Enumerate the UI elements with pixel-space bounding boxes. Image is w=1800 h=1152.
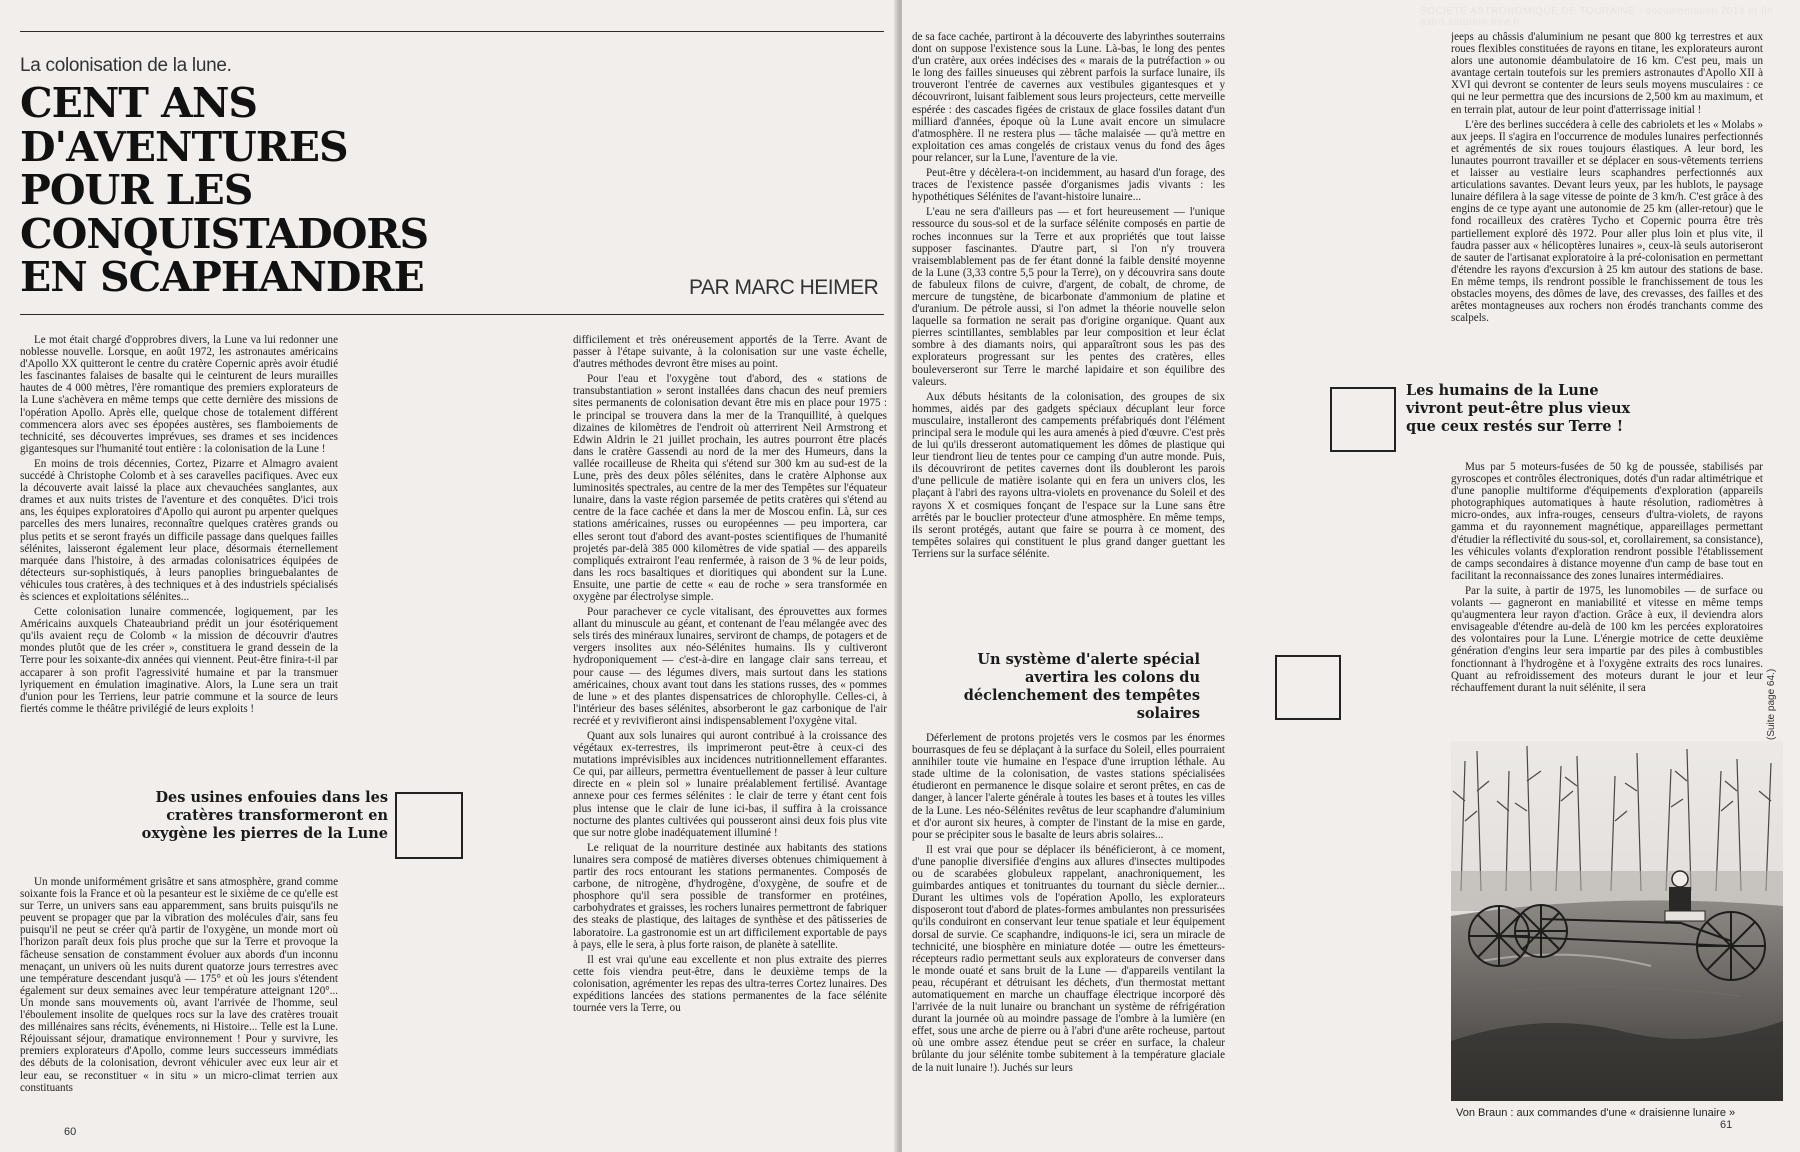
paragraph: Il est vrai que pour se déplacer ils bénéficieront, à ce moment, d'une panoplie diversifiée d'engins aux allures d'insectes multipodes ou de scarabées globuleux rappelant, anachroniquement, les guimbardes antiques et tonitruantes du tournant du siècle dernier... Durant les ultimes vols de l'opération Apollo, les explorateurs disposeront tout d'abord de plates-formes ambulantes non pressurisées qu'ils conduiront en conservant leur tenue spatiale et leur équipement dorsal de survie. Ce scaphandre, indiquons-le ici, sera un miracle de technicité, une biosphère en miniature dotée — outre les émetteurs-récepteurs radio permettant seuls aux explorateurs de converser dans le monde ouaté et sans bruit de la Lune — d'appareils ventilant la peau, récupérant et détruisant les déchets, d'un thermostat mettant automatiquement en marche un chauffage électrique incorporé dès l'arrivée de la nuit lunaire ou branchant un système de réfrigération durant la journée où au moindre passage de l'ombre à la lumière (en effet, sous une arche de pierre ou à l'abri d'une arête rocheuse, partout où une ombre assez étendue peut se créer en surface, la chaleur brûlante du jour sélénite tombe subitement à la température glaciale de la nuit lunaire !). Juchés sur leurs	[912, 843, 1225, 1074]
subhead-longevity: Les humains de la Lune vivront peut-être plus vieux que ceux restés sur Terre !	[1406, 382, 1631, 435]
paragraph: L'ère des berlines succédera à celle des cabriolets et les « Molabs » aux jeeps. Il s'agira en l'occurrence de modules lunaires perfectionnés et agrémentés de six roues toujours élastiques. A leur bord, les lunautes pourront travailler et se déplacer en sous-vêtements terriens et laisser au vestiaire leurs scaphandres perfectionnés aux articulations savantes. Devant leurs yeux, par les hublots, le paysage lunaire défilera à la sage vitesse de pointe de 3 km/h. C'est grâce à des engins de ce type ayant une autonomie de 25 km (aller-retour) que le fond rocailleux des cratères Tycho et Copernic pourra être très partiellement exploré dès 1972. Pour aller plus loin et plus vite, il faudra passer aux « hélicoptères lunaires », ceux-là seuls autoriseront de sauter de l'artisanat exploratoire à la pré-colonisation en permettant d'étendre les rayons d'excursion à 25 km autour des stations de base. En même temps, ils rendront possible le franchissement de tous les obstacles moyens, des dômes de lave, des crevasses, des failles et des arêtes montagneuses aux rochers non érodés tranchants comme des scalpels.	[1451, 118, 1763, 325]
paragraph: Un monde uniformément grisâtre et sans atmosphère, grand comme soixante fois la France et où la pesanteur est le sixième de ce qu'elle est sur Terre, un univers sans eau apparemment, sans bruits puisqu'ils ne peuvent se propager que par la vibration des molécules d'air, sans feu puisqu'il ne peut se créer qu'à partir de l'oxygène, un monde mort où l'horizon paraît deux fois plus proche que sur la Terre et provoque la fâcheuse sensation de constamment évoluer aux abords d'un inconnu menaçant, un univers où les nuits durent quatorze jours terrestres avec une température descendant jusqu'à — 175° et où les jours s'étendent également sur deux semaines avec leur température atteignant 120°... Un monde sans mouvements où, avant l'arrivée de l'homme, seul l'éboulement insolite de quelques rocs sur la lave des cratères trouait des millénaires sans récits, événements, ni Histoire... Telle est la Lune. Réjouissant séjour, dramatique environnement ! Pour y survivre, les premiers explorateurs d'Apollo, comme leurs successeurs immédiats des débuts de la colonisation, devront véhiculer avec eux leur air et leur eau, se reconstituer « in situ » un micro-climat terrien aux constituants	[20, 876, 338, 1094]
paragraph: En moins de trois décennies, Cortez, Pizarre et Almagro avaient succédé à Christophe Colomb et à ses caravelles pacifiques. Avec eux la découverte avait laissé la place aux chevauchées sanglantes, aux drames et aux nuits tristes de l'aventure et des conquêtes. D'ici trois ans, les équipes exploratoires d'Apollo qui auront pu arpenter quelques parcelles des mers lunaires, reconnaître quelques cratères grands ou plus petits et se seront frayés un difficile passage dans quelques failles sélénites, laisseront également leur place, désormais éternellement marquée dans l'histoire, à des armadas colonisatrices équipées de détecteurs sur-sophistiqués, à leurs panoplies bringuebalantes de véhicules tous cratères, à des techniques et à des industriels spécialisés ès sciences et exploitations sélénites...	[20, 457, 338, 603]
paragraph: de sa face cachée, partiront à la découverte des labyrinthes souterrains dont on suppose l'existence sous la Lune. Là-bas, le long des pentes d'un cratère, aux orées indécises des « marais de la putréfaction » ou le long des failles sinueuses qui zèbrent parfois la surface lunaire, ils trouveront l'entrée de cavernes aux vestibules gigantesques et y découvriront, luisant faiblement sous leurs projecteurs, cette merveille espérée : des cascades figées de cristaux de glace fossiles datant d'un milliard d'années, époque où la Lune avait encore un simulacre d'atmosphère. Il ne restera plus — tâche malaisée — qu'à mettre en exploitation ces amas congelés de cristaux venus du fond des âges pour relancer, sur la Lune, l'aventure de la vie.	[912, 31, 1225, 164]
paragraph: Aux débuts hésitants de la colonisation, des groupes de six hommes, aidés par des gadgets spéciaux décuplant leur force musculaire, installeront des campements préfabriqués dont l'élément principal sera le module qui les aura amenés à pied d'œuvre. C'est près de lui qu'ils dresseront automatiquement les dômes de plastique qui leur tiendront lieu de tentes pour ce camping d'un autre monde. Puis, ils découvriront de petites cavernes dont ils doubleront les parois d'une pellicule de matière isolante qui en fera un univers clos, les plaçant à l'abri des rayons ultra-violets en provenance du Soleil et des rayons X et cosmiques fonçant de l'espace sur la Lune sans être arrêtés par le bouclier protecteur d'une atmosphère. En même temps, ils seront protégés, autant que faire se pourra à ce moment, des tempêtes solaires qui constituent le plus grand danger guettant les Terriens sur la surface sélénite.	[912, 390, 1225, 560]
subhead-box	[1275, 655, 1341, 720]
paragraph: Mus par 5 moteurs-fusées de 50 kg de poussée, stabilisés par gyroscopes et contrôles électroniques, dotés d'un radar altimétrique et d'une panoplie multiforme d'équipements d'exploration (appareils photographiques automatiques à haute résolution, radiomètres à micro-ondes, aux infra-rouges, censeurs d'ultra-violets, de rayons gamma et du rayonnement magnétique, appareillages permettant d'étudier la réflectivité du sous-sol, et, corollairement, sa consistance), les véhicules volants d'exploration rendront possible l'établissement de camps secondaires à distance moyenne d'un camp de base tout en facilitant la reconnaissance des zones lunaires intermédiaires.	[1451, 461, 1763, 582]
text-column-2	[573, 334, 887, 1124]
top-rule	[20, 31, 884, 32]
paragraph: difficilement et très onéreusement apportés de la Terre. Avant de passer à l'étape suivante, à la colonisation sur une vaste échelle, d'autres méthodes devront être mises au point.	[573, 334, 887, 371]
paragraph: Déferlement de protons projetés vers le cosmos par les énormes bourrasques de feu se déplaçant à la surface du Soleil, elles pourraient annihiler toute vie humaine en l'espace d'une irruption léthale. Au stade ultime de la colonisation, de vastes stations spécialisées étudieront en permanence le disque solaire et seront prêtes, en cas de danger, à lancer l'alerte générale à toutes les bases et à toutes les villes de la Lune. Les néo-Sélénites revêtus de leur scaphandre d'aluminium et d'or auront six heures, à compter de l'instant de la mise en garde, pour se précipiter sous le basalte de leurs abris solaires...	[912, 732, 1225, 841]
paragraph: jeeps au châssis d'aluminium ne pesant que 800 kg terrestres et aux roues flexibles constituées de rayons en titane, les explorateurs auront alors une autonomie déambulatoire de 16 km. C'est peu, mais un avantage certain toutefois sur les premiers astronautes d'Apollo XII à XVI qui devront se contenter de leurs seuls moyens musculaires : ce qui ne leur permettra que des incursions de 2,500 km au maximum, et en terrain plat, autour de leur point d'atterrissage initial !	[1451, 31, 1763, 116]
text-column-3	[912, 31, 1225, 646]
page-number-left: 60	[64, 1126, 77, 1138]
photo-illustration	[1451, 741, 1783, 1101]
subhead-box	[1330, 387, 1396, 452]
paragraph: Le mot était chargé d'opprobres divers, la Lune va lui redonner une noblesse nouvelle. Lorsque, en août 1972, les astronautes américains d'Apollo XX quitteront le centre du cratère Copernic après avoir étudié les fascinantes falaises de basalte qui le ceinturent de leurs murailles hautes de 4 000 mètres, l'ère romantique des premiers explorateurs de la Lune s'achèvera en même temps que cette dernière des missions de l'opération Apollo. Après elle, quelque chose de totalement différent commencera alors avec ses épopées austères, ses flamboiements de technicité, ses découvertes imprévues, ses drames et ses incidences gigantesques sur l'humanité tout entière : la colonisation de la Lune !	[20, 334, 338, 455]
title-rule	[20, 314, 884, 315]
text-column-4b	[1451, 461, 1763, 721]
paragraph: Peut-être y décèlera-t-on incidemment, au hasard d'un forage, des traces de l'existence passée d'organismes jadis vivants : les hypothétiques Sélénites de l'avant-histoire lunaire...	[912, 167, 1225, 204]
running-header: SOCIETE ASTRONOMIQUE DE TOURAINE - documentation 2014 et fin - astro.saturnin.free.fr	[1420, 6, 1781, 28]
text-column-3b	[912, 732, 1225, 1122]
text-column-4	[1451, 31, 1763, 371]
paragraph: Pour parachever ce cycle vitalisant, des éprouvettes aux formes allant du minuscule au géant, et contenant de l'eau mélangée avec des sels tirés des minéraux lunaires, serviront de champs, de potagers et de vergers insolites aux néo-Sélénites humains. Ils y cultiveront hydroponiquement — c'est-à-dire en langage clair sans terreau, et pour cause — des légumes divers, mais surtout dans les stations américaines, choux avant tout dans les stations russes, des « pommes de lune » et des plantes dispensatrices de chlorophylle. Celles-ci, à l'intérieur des bases sélénites, absorberont le gaz carbonique de l'air recréé et y revivifieront ainsi indispensablement l'oxygène vital.	[573, 606, 887, 727]
paragraph: Cette colonisation lunaire commencée, logiquement, par les Américains auxquels Chateaubriand prédit un jour ésotériquement qu'ils avaient reçu de Colomb « la mission de découvrir d'autres mondes plutôt que de les créer », constituera le grand dessein de la Terre pour les soixante-dix années qui viennent. Peut-être finira-t-il par accaparer à son profit l'agressivité humaine et par la transmuer lyriquement en émulation imaginative. Alors, la Lune sera un trait d'union pour les Terriens, leur patrie commune et la source de leurs fiertés comme le théâtre privilégié de leurs exploits !	[20, 606, 338, 715]
paragraph: Pour l'eau et l'oxygène tout d'abord, des « stations de transubstantiation » seront installées dans chacun des neuf premiers sites permanents de colonisation devant être mis en place pour 1975 : le principal se trouvera dans la mer de la Tranquillité, à quelques dizaines de kilomètres de l'endroit où atterrirent Neil Armstrong et Edwin Aldrin le 21 juillet prochain, les autres pourront être placés dans le cratère Gassendi au nord de la mer des Humeurs, dans la vallée rocailleuse de Rheita qui s'étend sur 300 km au sud-est de la Lune, près des deux pôles sélénites, dans le cratère Alphonse aux luminosités spectrales, au centre de la mer des Tempêtes sur l'équateur lunaire, dans la vaste région parsemée de petits cratères qui s'étend au centre de la face cachée et dans la mer de Moscou enfin. Là, sur ces stations américaines, russes ou européennes — peu importera, car elles seront tout d'abord des avant-postes scientifiques de l'humanité projetés par-delà 385 000 kilomètres de vide spatial — des appareils compliqués extrairont l'eau renfermée, à raison de 3 % de leur poids, dans les rocs basaltiques et dioritiques qui abondent sur la Lune. Ensuite, une partie de cette « eau de roche » sera transformée en oxygène par électrolyse simple.	[573, 373, 887, 603]
photo-lunar-draisine	[1451, 741, 1783, 1101]
paragraph: Le reliquat de la nourriture destinée aux habitants des stations lunaires sera composé de matières diverses obtenues chimiquement à partir des rocs entourant les stations permanentes. Composés de carbone, de nitrogène, d'hydrogène, d'oxygène, de soufre et de phosphore qu'il sera possible de transformer en protéines, carbohydrates et graisses, les rochers lunaires permettront de fabriquer des steaks de plastique, des laitages de synthèse et des pâtisseries de laboratoire. La gastronomie est un art difficilement exportable de pays à pays, elle le sera, à plus forte raison, de planète à satellite.	[573, 841, 887, 951]
subhead-box	[395, 792, 463, 859]
paragraph: Par la suite, à partir de 1975, les lunomobiles — de surface ou volants — gagneront en maniabilité et vitesse en même temps qu'augmentera leur rayon d'action. Grâce à eux, il deviendra alors envisageable d'étendre au-delà de 100 km les percées exploratoires des volontaires pour la Lune. L'énergie motrice de cette deuxième génération d'engins leur sera impartie par des piles à combustibles fonctionnant à l'hydrogène et à l'oxygène extraits des rocs lunaires. Quant au refroidissement des moteurs durant le jour et leur réchauffement durant la nuit sélénite, il sera	[1451, 584, 1763, 694]
paragraph: L'eau ne sera d'ailleurs pas — et fort heureusement — l'unique ressource du sous-sol et de la surface sélénite composés en partie de roches inconnues sur la Terre et aux propriétés que tout laisse supposer fascinantes. D'autre part, si l'on n'y trouvera vraisemblablement pas de fer étant donné la faible densité moyenne de la Lune (3,33 contre 5,5 pour la Terre), on y découvrira sans doute de fabuleux filons de cuivre, d'argent, de cobalt, de chrome, de mercure de tungstène, de bicarbonate d'ammonium de platine et d'uranium. De pétrole aussi, si l'on admet la théorie nouvelle selon laquelle sa formation ne serait pas d'origine organique. Quant aux pierres scintillantes, semblables par leur composition et leur éclat sombre à des diamants noirs, qui apparaîtront sous les pas des explorateurs progressant sur les pentes des cratères, elles bouleverseront sur Terre le marché lapidaire et son équilibre des valeurs.	[912, 206, 1225, 388]
text-column-1	[20, 334, 338, 779]
page-number-right: 61	[1720, 1119, 1733, 1131]
paragraph: Il est vrai qu'une eau excellente et non plus extraite des pierres cette fois viendra peut-être, dans le deuxième temps de la colonisation, agrémenter les repas des ultra-terres Cortez lunaires. Des expéditions lancées des stations permanentes de la face sélénite tournée vers la Terre, ou	[573, 953, 887, 1015]
article-kicker: La colonisation de la lune.	[20, 55, 232, 76]
text-column-1b	[20, 876, 338, 1121]
subhead-oxygen-factories: Des usines enfouies dans les cratères transformeront en oxygène les pierres de la Lune	[141, 789, 388, 842]
article-byline: PAR MARC HEIMER	[689, 276, 879, 299]
continued-note: (Suite page 64.)	[1766, 668, 1777, 740]
paragraph: Quant aux sols lunaires qui auront contribué à la croissance des végétaux ex-terrestres, ils imprimeront peut-être à ceux-ci des mutations imprévisibles aux incidences nutritionnellement effarantes. Ce qui, par ailleurs, permettra éventuellement de passer à leur culture directe en « plein sol » lunaire préalablement fertilisé. Avantage annexe pour ces fermes sélénites : le clair de terre y étant cent fois plus intense que le clair de lune ici-bas, il suffira à la croissance nocturne des plantes cultivées qui pousseront ainsi deux fois plus vite que sur notre globe inadéquatement illuminé !	[573, 730, 887, 839]
subhead-solar-alert: Un système d'alerte spécial avertira les colons du déclenchement des tempêtes solaires	[963, 651, 1200, 722]
photo-caption: Von Braun : aux commandes d'une « draisienne lunaire »	[1456, 1107, 1736, 1119]
left-page	[0, 0, 898, 1152]
article-title: CENT ANS D'AVENTURES POUR LES CONQUISTADORS EN SCAPHANDRE	[20, 79, 429, 301]
